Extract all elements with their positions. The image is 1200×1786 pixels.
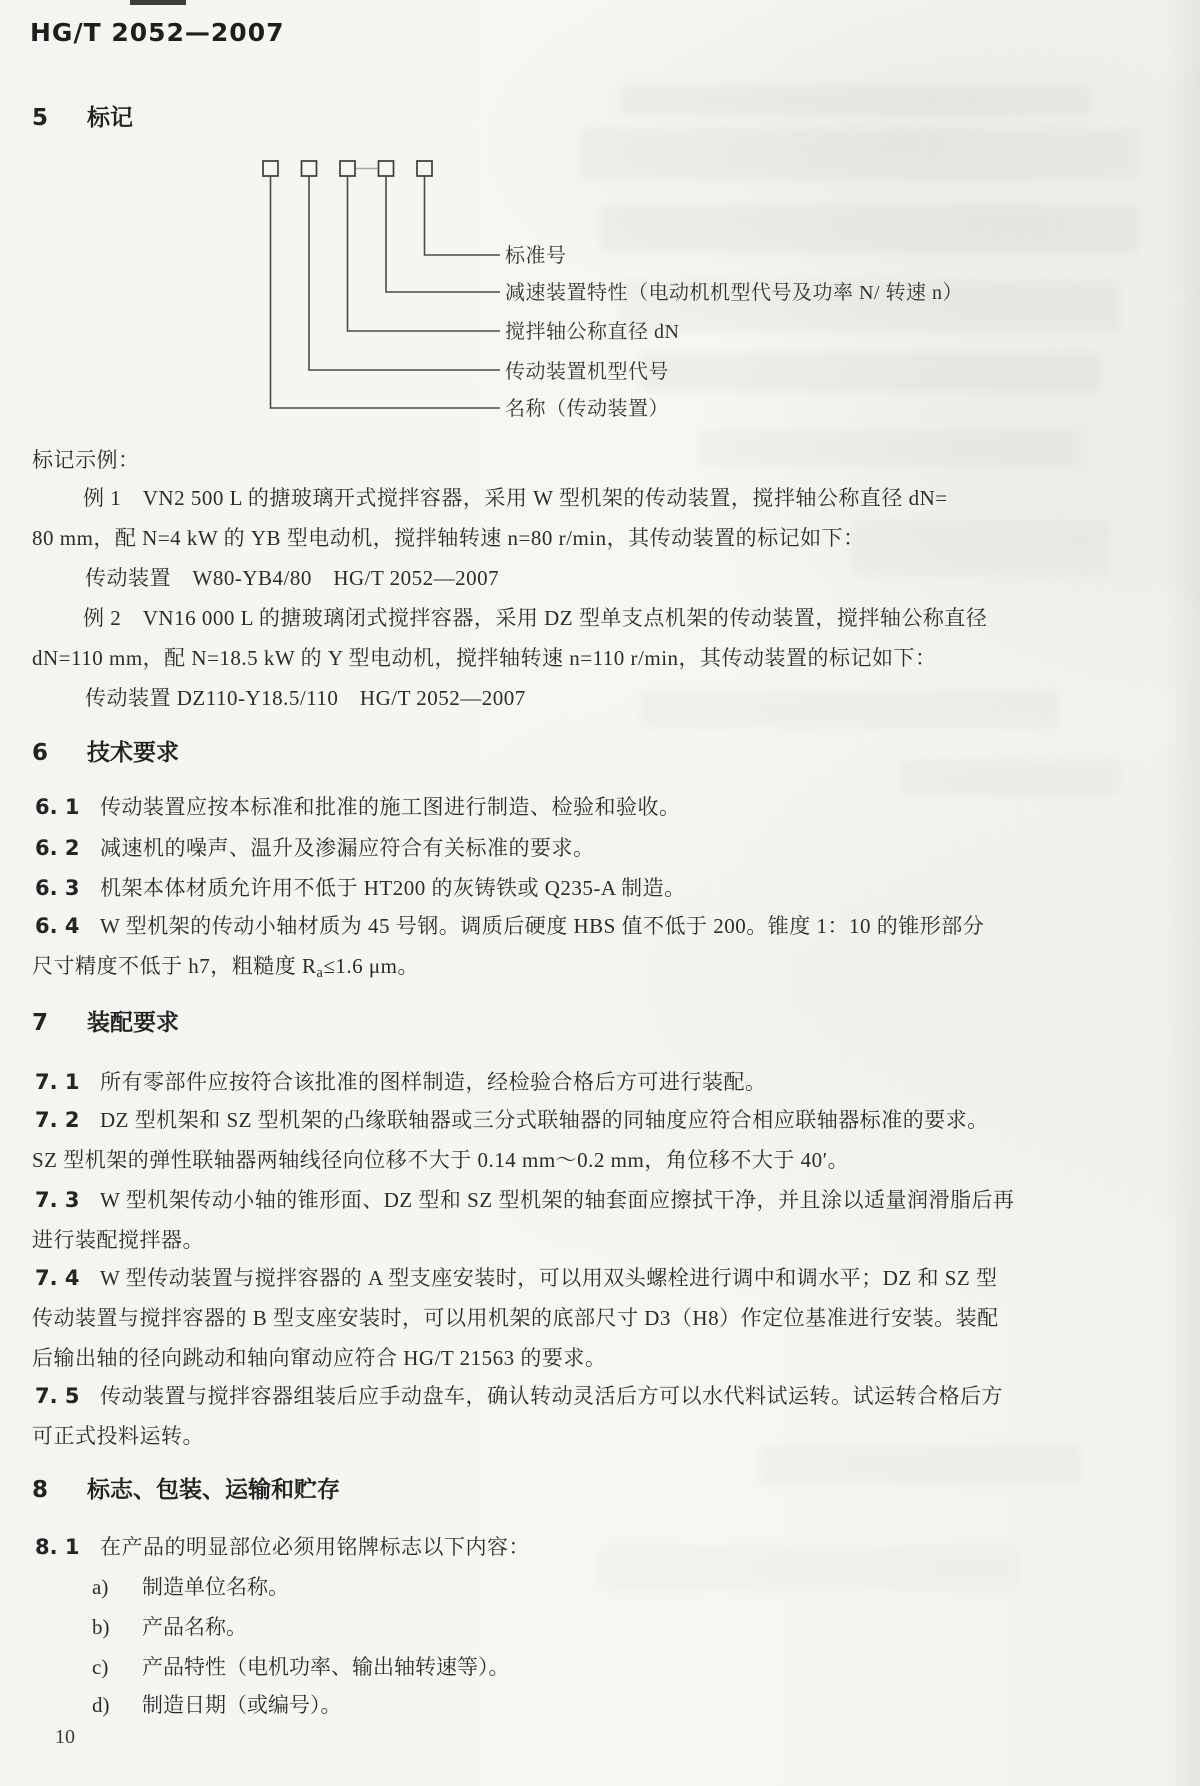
clause-6-4-line-2	[32, 952, 419, 980]
clause-text: W 型传动装置与搅拌容器的 A 型支座安装时，可以用双头螺栓进行调中和调水平；DZ 和 SZ 型	[100, 1266, 998, 1290]
clause-7-4-line-3: 后输出轴的径向跳动和轴向窜动应符合 HG/T 21563 的要求。	[32, 1346, 607, 1370]
diagram-box	[340, 161, 355, 176]
list-text: 产品名称。	[142, 1615, 247, 1639]
clause-text: DZ 型机架和 SZ 型机架的凸缘联轴器或三分式联轴器的同轴度应符合相应联轴器标准的要求。	[100, 1108, 989, 1132]
clause-7-4-line-2: 传动装置与搅拌容器的 B 型支座安装时，可以用机架的底部尺寸 D3（H8）作定位基准进行安装。装配	[32, 1306, 999, 1330]
diagram-leader-line	[271, 176, 501, 408]
example-2-designation: 传动装置 DZ110-Y18.5/110 HG/T 2052—2007	[85, 686, 526, 710]
bleedthrough-artifact	[850, 520, 1110, 576]
clause-number: 6. 4	[35, 914, 80, 938]
clause-text: W 型机架传动小轴的锥形面、DZ 型和 SZ 型机架的轴套面应擦拭干净，并且涂以适量润滑脂后再	[100, 1188, 1015, 1212]
clause-number: 6. 2	[35, 836, 80, 860]
example-1-line-2: 80 mm，配 N=4 kW 的 YB 型电动机，搅拌轴转速 n=80 r/min，其传动装置的标记如下：	[32, 526, 865, 550]
clause-7-2-line-2: SZ 型机架的弹性联轴器两轴线径向位移不大于 0.14 mm～0.2 mm，角位移不大于 40′。	[32, 1148, 850, 1172]
diagram-box	[263, 161, 278, 176]
section-5-title: 标记	[87, 105, 133, 131]
list-item-d	[92, 1691, 342, 1719]
diagram-box	[417, 161, 432, 176]
section-6-number: 6	[32, 740, 49, 766]
list-marker: d)	[92, 1693, 110, 1717]
page-number: 10	[55, 1726, 75, 1748]
diagram-label-standard-number: 标准号	[505, 245, 567, 267]
example-2-line-2: dN=110 mm，配 N=18.5 kW 的 Y 型电动机，搅拌轴转速 n=110 r/min，其传动装置的标记如下：	[32, 646, 937, 670]
diagram-leader-line	[425, 176, 501, 255]
clause-number: 7. 1	[35, 1070, 80, 1094]
doc-code-header: HG/T 2052—2007	[30, 18, 285, 47]
clause-number: 7. 3	[35, 1188, 80, 1212]
bleedthrough-artifact	[700, 430, 1080, 466]
diagram-leader-line	[386, 176, 500, 292]
clause-7-3	[35, 1186, 1165, 1214]
clause-text: W 型机架的传动小轴材质为 45 号钢。调质后硬度 HBS 值不低于 200。锥度 1：10 的锥形部分	[100, 914, 985, 938]
example-2-line-1: 例 2 VN16 000 L 的搪玻璃闭式搅拌容器，采用 DZ 型单支点机架的传动装置，搅拌轴公称直径	[83, 606, 988, 630]
section-7-title: 装配要求	[87, 1010, 179, 1036]
clause-number: 7. 4	[35, 1266, 80, 1290]
clause-7-3-line-2: 进行装配搅拌器。	[32, 1228, 204, 1252]
list-text: 制造日期（或编号）。	[142, 1693, 342, 1717]
section-5-heading	[32, 103, 133, 133]
list-marker: a)	[92, 1575, 109, 1599]
bleedthrough-artifact	[760, 1445, 1080, 1485]
bleedthrough-artifact	[600, 205, 1140, 253]
list-item-c	[92, 1653, 510, 1681]
list-item-b	[92, 1613, 247, 1641]
clause-text: 所有零部件应按符合该批准的图样制造，经检验合格后方可进行装配。	[100, 1070, 767, 1094]
section-7-number: 7	[32, 1010, 49, 1036]
section-6-heading	[32, 738, 179, 768]
clause-6-4	[35, 912, 1165, 940]
clause-text: 机架本体材质允许用不低于 HT200 的灰铸铁或 Q235-A 制造。	[100, 876, 686, 900]
clause-text: 减速机的噪声、温升及渗漏应符合有关标准的要求。	[100, 836, 595, 860]
diagram-label-drive-model-code: 传动装置机型代号	[505, 361, 669, 383]
example-intro: 标记示例：	[32, 448, 140, 472]
section-6-title: 技术要求	[87, 740, 179, 766]
section-7-heading	[32, 1008, 179, 1038]
section-8-title: 标志、包装、运输和贮存	[87, 1477, 340, 1503]
example-1-designation: 传动装置 W80-YB4/80 HG/T 2052—2007	[85, 566, 500, 590]
diagram-label-name: 名称（传动装置）	[505, 398, 669, 420]
section-5-number: 5	[32, 105, 49, 131]
clause-7-5	[35, 1382, 1165, 1410]
clause-text: 在产品的明显部位必须用铭牌标志以下内容：	[100, 1535, 530, 1559]
clause-7-2	[35, 1106, 1165, 1134]
clause-text: 尺寸精度不低于 h7，粗糙度 R	[32, 954, 317, 978]
example-1-line-1: 例 1 VN2 500 L 的搪玻璃开式搅拌容器，采用 W 型机架的传动装置，搅拌轴公称直径 dN=	[83, 486, 948, 510]
list-marker: c)	[92, 1655, 109, 1679]
diagram-box	[379, 161, 394, 176]
bleedthrough-artifact	[580, 128, 1140, 180]
clause-text: 传动装置应按本标准和批准的施工图进行制造、检验和验收。	[100, 795, 681, 819]
diagram-leader-line	[348, 176, 501, 331]
clause-number: 6. 1	[35, 795, 80, 819]
clause-number: 6. 3	[35, 876, 80, 900]
section-8-number: 8	[32, 1477, 49, 1503]
scan-edge-mark	[130, 0, 186, 5]
clause-8-1	[35, 1533, 1165, 1561]
section-8-heading	[32, 1475, 340, 1505]
clause-number: 7. 5	[35, 1384, 80, 1408]
clause-text: 传动装置与搅拌容器组装后应手动盘车，确认转动灵活后方可以水代料试运转。试运转合格后方	[100, 1384, 1003, 1408]
bleedthrough-artifact	[640, 352, 1100, 392]
clause-number: 7. 2	[35, 1108, 80, 1132]
bleedthrough-artifact	[640, 690, 1060, 728]
clause-6-2	[35, 834, 1165, 862]
roughness-subscript: a	[316, 964, 324, 981]
clause-7-5-line-2: 可正式投料运转。	[32, 1424, 204, 1448]
clause-7-1	[35, 1068, 1165, 1096]
list-marker: b)	[92, 1615, 110, 1639]
clause-6-1	[35, 793, 1165, 821]
list-text: 制造单位名称。	[142, 1575, 289, 1599]
clause-text: ≤1.6 μm。	[323, 954, 419, 978]
bleedthrough-artifact	[620, 85, 1090, 115]
list-text: 产品特性（电机功率、输出轴转速等）。	[142, 1655, 510, 1679]
clause-6-3	[35, 874, 1165, 902]
diagram-leader-line	[309, 176, 500, 370]
diagram-label-shaft-diameter: 搅拌轴公称直径 dN	[505, 321, 680, 343]
bleedthrough-artifact	[900, 760, 1120, 796]
clause-number: 8. 1	[35, 1535, 80, 1559]
diagram-box	[302, 161, 317, 176]
diagram-label-reducer-feature: 减速装置特性（电动机机型代号及功率 N/ 转速 n）	[505, 282, 963, 304]
list-item-a	[92, 1573, 289, 1601]
clause-7-4	[35, 1264, 1165, 1292]
